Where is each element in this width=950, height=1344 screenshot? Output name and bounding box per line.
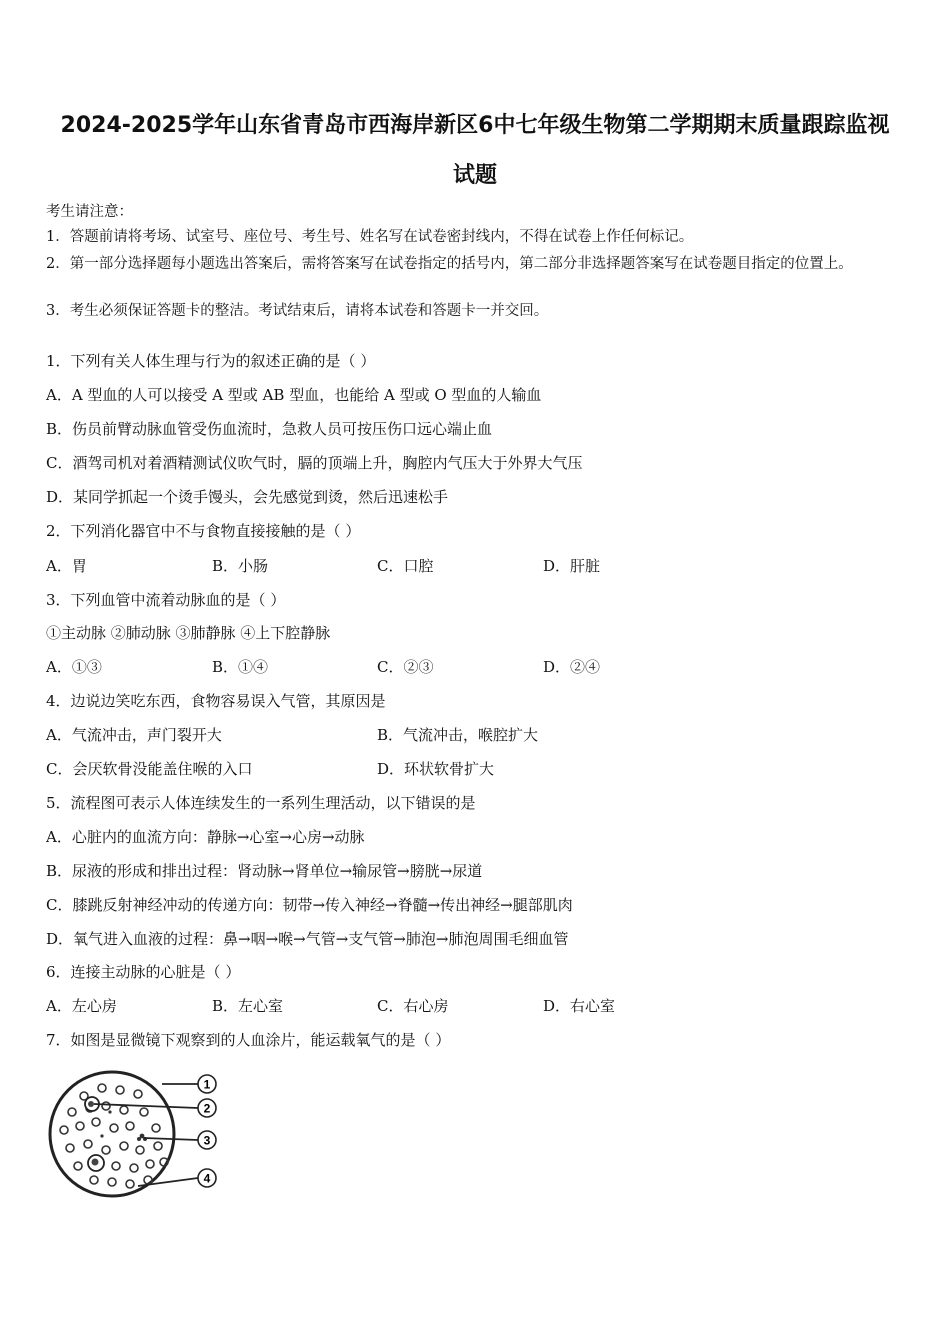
label-4: 4 [203, 1171, 211, 1186]
question-4-option-b: B．气流冲击，喉腔扩大 [377, 726, 539, 744]
label-1: 1 [203, 1077, 211, 1092]
question-2-option-d: D．肝脏 [543, 557, 601, 575]
question-1-stem: 1．下列有关人体生理与行为的叙述正确的是（ ） [46, 352, 376, 370]
question-5-stem: 5．流程图可表示人体连续发生的一系列生理活动，以下错误的是 [46, 794, 476, 812]
question-5-option-c: C．膝跳反射神经冲动的传递方向：韧带→传入神经→脊髓→传出神经→腿部肌肉 [46, 896, 573, 914]
question-2-option-c: C．口腔 [377, 557, 434, 575]
question-3-items: ①主动脉 ②肺动脉 ③肺静脉 ④上下腔静脉 [46, 624, 331, 642]
question-1-option-b: B．伤员前臂动脉血管受伤血流时，急救人员可按压伤口远心端止血 [46, 420, 493, 438]
question-7-stem: 7．如图是显微镜下观察到的人血涂片，能运载氧气的是（ ） [46, 1031, 451, 1049]
figure-labels [198, 1075, 216, 1187]
page-title: 2024-2025学年山东省青岛市西海岸新区6中七年级生物第二学期期末质量跟踪监视 [60, 113, 890, 138]
question-5-option-a: A．心脏内的血流方向：静脉→心室→心房→动脉 [46, 828, 365, 846]
question-2-stem: 2．下列消化器官中不与食物直接接触的是（ ） [46, 522, 361, 540]
notice-item: 1．答题前请将考场、试室号、座位号、考生号、姓名写在试卷密封线内，不得在试卷上作任何标记。 [46, 229, 694, 245]
question-4-stem: 4．边说边笑吃东西，食物容易误入气管，其原因是 [46, 692, 386, 710]
notice-item: 2．第一部分选择题每小题选出答案后，需将答案写在试卷指定的括号内，第二部分非选择题答案写在试卷题目指定的位置上。 [46, 256, 853, 272]
page-title-continued: 试题 [452, 163, 497, 188]
question-6-option-b: B．左心室 [212, 997, 284, 1015]
label-3: 3 [203, 1133, 211, 1148]
question-1-option-d: D．某同学抓起一个烫手馒头，会先感觉到烫，然后迅速松手 [46, 488, 449, 506]
question-6-stem: 6．连接主动脉的心脏是（ ） [46, 963, 241, 981]
question-3-stem: 3．下列血管中流着动脉血的是（ ） [46, 591, 286, 609]
question-4-option-c: C．会厌软骨没能盖住喉的入口 [46, 760, 253, 778]
question-3-option-b: B．①④ [212, 658, 269, 676]
question-5-option-d: D．氧气进入血液的过程：鼻→咽→喉→气管→支气管→肺泡→肺泡周围毛细血管 [46, 930, 569, 948]
question-6-option-a: A．左心房 [46, 997, 117, 1015]
question-5-option-b: B．尿液的形成和排出过程：肾动脉→肾单位→输尿管→膀胱→尿道 [46, 862, 483, 880]
question-3-option-c: C．②③ [377, 658, 434, 676]
question-4-option-d: D．环状软骨扩大 [377, 760, 495, 778]
question-6-option-c: C．右心房 [377, 997, 449, 1015]
question-1-option-a: A．A 型血的人可以接受 A 型或 AB 型血，也能给 A 型或 O 型血的人输血 [46, 386, 542, 404]
question-3-option-d: D．②④ [543, 658, 601, 676]
notice-heading: 考生请注意： [46, 204, 133, 220]
blood-smear-figure [44, 1066, 224, 1206]
notice-item: 3．考生必须保证答题卡的整洁。考试结束后，请将本试卷和答题卡一并交回。 [46, 303, 549, 319]
question-2-option-b: B．小肠 [212, 557, 269, 575]
question-3-option-a: A．①③ [46, 658, 102, 676]
question-4-option-a: A．气流冲击，声门裂开大 [46, 726, 222, 744]
question-6-option-d: D．右心室 [543, 997, 616, 1015]
label-2: 2 [203, 1101, 211, 1116]
question-1-option-c: C．酒驾司机对着酒精测试仪吹气时，膈的顶端上升，胸腔内气压大于外界大气压 [46, 454, 583, 472]
question-2-option-a: A．胃 [46, 557, 87, 575]
